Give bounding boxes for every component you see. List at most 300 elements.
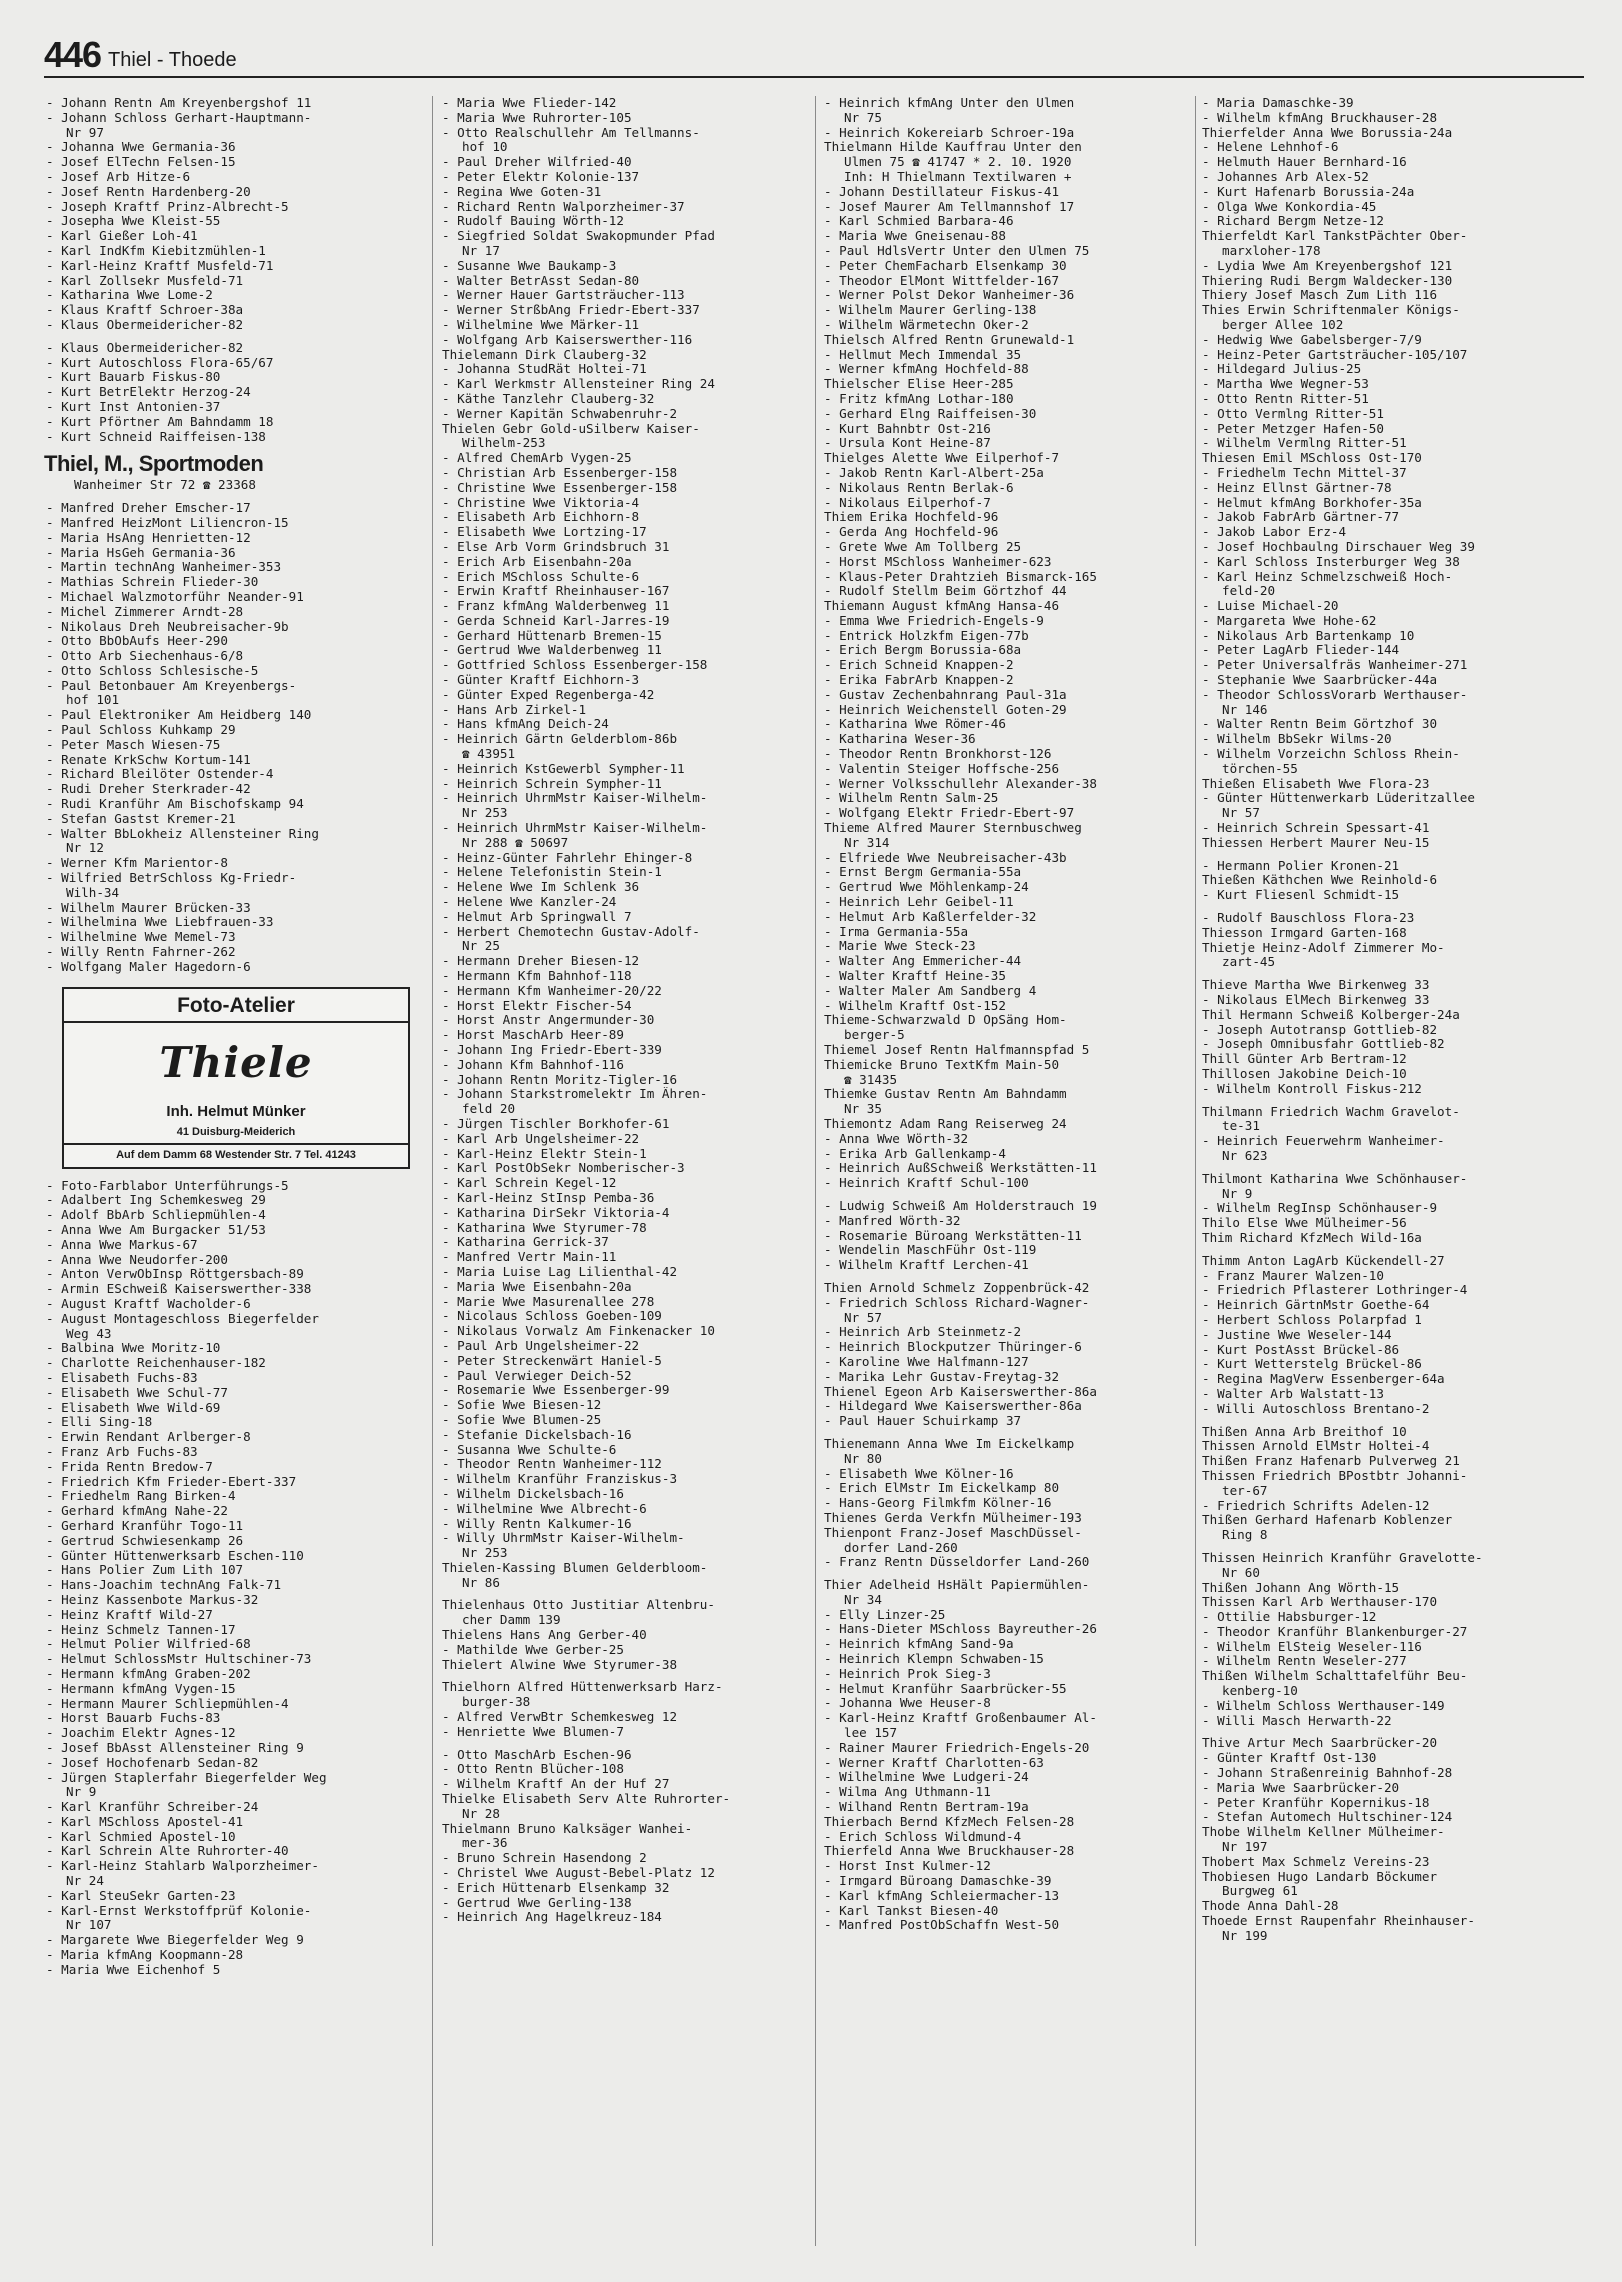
directory-entry: - Karl Schrein Alte Ruhrorter-40 — [46, 1844, 289, 1859]
column-3 — [822, 96, 1197, 2246]
directory-entry: - Horst Elektr Fischer-54 — [442, 998, 632, 1013]
directory-entry: - Maria Wwe Flieder-142 — [442, 96, 617, 110]
directory-entry: - Johanna Wwe Germania-36 — [46, 140, 236, 155]
directory-entry: Thielsch Alfred Rentn Grunewald-1 — [824, 332, 1075, 347]
directory-entry: - Erika FabrArb Knappen-2 — [824, 673, 1014, 688]
directory-entry: - Kurt Autoschloss Flora-65/67 — [46, 355, 274, 370]
directory-entry: - Alfred ChemArb Vygen-25 — [442, 451, 632, 466]
directory-entry: - Josef BbAsst Allensteiner Ring 9 — [46, 1740, 304, 1755]
entry-continuation: Ulmen 75 ☎ 41747 * 2. 10. 1920 — [844, 155, 1072, 170]
directory-entry: - Erwin Rendant Arlberger-8 — [46, 1430, 251, 1445]
directory-entry: - Werner Kapitän Schwabenruhr-2 — [442, 406, 678, 421]
directory-entry: Thobiesen Hugo Landarb Böckumer — [1202, 1869, 1438, 1884]
directory-entry: - Maria Luise Lag Lilienthal-42 — [442, 1264, 678, 1279]
directory-entry: - Renate KrkSchw Kortum-141 — [46, 752, 251, 767]
directory-entry: - Hermann kfmAng Vygen-15 — [46, 1681, 236, 1696]
entry-list — [44, 1179, 424, 1978]
directory-entry: - Marie Wwe Masurenallee 278 — [442, 1294, 655, 1309]
directory-entry: - Nikolaus Vorwalz Am Finkenacker 10 — [442, 1324, 715, 1339]
directory-entry: - Erich Arb Eisenbahn-20a — [442, 554, 632, 569]
directory-entry: - Christel Wwe August-Bebel-Platz 12 — [442, 1866, 715, 1881]
entry-continuation: Nr 75 — [844, 110, 882, 125]
directory-entry: - Heinrich Schrein Sympher-11 — [442, 776, 662, 791]
directory-entry: - Johanna Wwe Heuser-8 — [824, 1696, 991, 1711]
directory-entry: - Kurt Hafenarb Borussia-24a — [1202, 184, 1415, 199]
directory-entry: - Hildegard Wwe Kaiserswerther-86a — [824, 1399, 1082, 1414]
directory-entry: - Jakob FabrArb Gärtner-77 — [1202, 510, 1400, 525]
directory-entry: Thielscher Elise Heer-285 — [824, 377, 1014, 392]
entry-gap — [440, 1672, 810, 1680]
directory-entry: - Hans Polier Zum Lith 107 — [46, 1563, 244, 1578]
directory-entry: - Wendelin MaschFühr Ost-119 — [824, 1243, 1037, 1258]
directory-entry: - Elisabeth Wwe Kölner-16 — [824, 1466, 1014, 1481]
directory-entry: - Maria HsGeh Germania-36 — [46, 545, 236, 560]
directory-entry: - Adalbert Ing Schemkesweg 29 — [46, 1193, 266, 1208]
directory-entry: - Marika Lehr Gustav-Freytag-32 — [824, 1369, 1060, 1384]
directory-entry: - Hans kfmAng Deich-24 — [442, 717, 609, 732]
directory-entry: - Helmut Arb Springwall 7 — [442, 909, 632, 924]
directory-entry: - Wilhelm BbSekr Wilms-20 — [1202, 732, 1392, 747]
directory-entry: - Erich MSchloss Schulte-6 — [442, 569, 640, 584]
page-header — [44, 36, 1584, 78]
directory-entry: - Kurt Bahnbtr Ost-216 — [824, 421, 991, 436]
directory-entry: - Peter ChemFacharb Elsenkamp 30 — [824, 258, 1067, 273]
directory-entry: - Peter Streckenwärt Haniel-5 — [442, 1353, 662, 1368]
directory-entry: - August Montageschloss Biegerfelder — [46, 1311, 319, 1326]
directory-entry: - Elisabeth Wwe Lortzing-17 — [442, 525, 647, 540]
directory-entry: - Peter Metzger Hafen-50 — [1202, 421, 1384, 436]
directory-entry: Thielke Elisabeth Serv Alte Ruhrorter- — [442, 1792, 731, 1807]
entry-continuation: Nr 12 — [66, 841, 104, 856]
directory-entry: Thißen Johann Ang Wörth-15 — [1202, 1580, 1400, 1595]
directory-entry: - Elli Sing-18 — [46, 1415, 153, 1430]
directory-entry: - Alfred VerwBtr Schemkesweg 12 — [442, 1710, 678, 1725]
directory-entry: - Helene Wwe Im Schlenk 36 — [442, 880, 640, 895]
directory-entry: - Kurt PostAsst Brückel-86 — [1202, 1342, 1400, 1357]
directory-entry: - Wilhelm Kranführ Franziskus-3 — [442, 1472, 678, 1487]
directory-entry: - Karl Heinz Schmelzschweiß Hoch- — [1202, 569, 1453, 584]
entry-continuation: dorfer Land-260 — [844, 1540, 958, 1555]
directory-entry: - Mathias Schrein Flieder-30 — [46, 575, 259, 590]
directory-entry: - Wilhelm ElSteig Weseler-116 — [1202, 1639, 1422, 1654]
directory-entry: - Karoline Wwe Halfmann-127 — [824, 1354, 1029, 1369]
entry-continuation: lee 157 — [844, 1726, 898, 1741]
directory-entry: - Erwin Kraftf Rheinhauser-167 — [442, 584, 670, 599]
directory-entry: - Friedhelm Techn Mittel-37 — [1202, 465, 1407, 480]
directory-entry: Thierfeld Anna Wwe Bruckhauser-28 — [824, 1844, 1075, 1859]
directory-entry: - Heinrich Lehr Geibel-11 — [824, 895, 1014, 910]
directory-entry: - Karl Kranführ Schreiber-24 — [46, 1800, 259, 1815]
directory-entry: Thielemann Dirk Clauberg-32 — [442, 347, 647, 362]
entry-continuation: kenberg-10 — [1222, 1684, 1298, 1699]
directory-entry: Thißen Franz Hafenarb Pulverweg 21 — [1202, 1454, 1460, 1469]
entry-gap — [1200, 1728, 1590, 1736]
directory-entry: - Frida Rentn Bredow-7 — [46, 1459, 213, 1474]
directory-entry: - Paul Schloss Kuhkamp 29 — [46, 723, 236, 738]
entry-continuation: Nr 57 — [844, 1310, 882, 1325]
directory-entry: - Jakob Rentn Karl-Albert-25a — [824, 465, 1044, 480]
entry-continuation: Ring 8 — [1222, 1528, 1268, 1543]
directory-entry: - Elly Linzer-25 — [824, 1607, 946, 1622]
firm-heading: Thiel, M., Sportmoden — [44, 451, 264, 477]
directory-entry: - Katharina DirSekr Viktoria-4 — [442, 1205, 670, 1220]
entry-continuation: Nr 9 — [1222, 1186, 1253, 1201]
directory-entry: Thissen Friedrich BPostbtr Johanni- — [1202, 1468, 1468, 1483]
directory-entry: - Manfred Vertr Main-11 — [442, 1250, 617, 1265]
directory-entry: - Josef Arb Hitze-6 — [46, 169, 191, 184]
directory-entry: - Gerda Ang Hochfeld-96 — [824, 525, 999, 540]
directory-entry: - Martha Wwe Wegner-53 — [1202, 377, 1369, 392]
directory-entry: - Emma Wwe Friedrich-Engels-9 — [824, 613, 1044, 628]
entry-gap — [1200, 1246, 1590, 1254]
directory-entry: - Heinrich KstGewerbl Sympher-11 — [442, 761, 685, 776]
directory-entry: - Wilhelm Rentn Weseler-277 — [1202, 1654, 1407, 1669]
directory-entry: - Gerhard Hüttenarb Bremen-15 — [442, 628, 662, 643]
directory-entry: - Ursula Kont Heine-87 — [824, 436, 991, 451]
directory-entry: - Klaus Obermeidericher-82 — [46, 340, 244, 355]
directory-entry: Thielmann Bruno Kalksäger Wanhei- — [442, 1821, 693, 1836]
directory-entry: - Heinrich Weichenstell Goten-29 — [824, 702, 1067, 717]
directory-entry: - Karl Schloss Insterburger Weg 38 — [1202, 554, 1460, 569]
directory-entry: - Otto Arb Siechenhaus-6/8 — [46, 649, 244, 664]
directory-entry: - Ottilie Habsburger-12 — [1202, 1610, 1377, 1625]
entry-gap — [822, 1570, 1197, 1578]
entry-continuation: Nr 197 — [1222, 1840, 1268, 1855]
directory-entry: - Walter Kraftf Heine-35 — [824, 969, 1006, 984]
directory-entry: - Nikolaus Rentn Berlak-6 — [824, 480, 1014, 495]
entry-continuation: Nr 253 — [462, 806, 508, 821]
directory-entry: - Willy Rentn Kalkumer-16 — [442, 1516, 632, 1531]
directory-entry: Thißen Gerhard Hafenarb Koblenzer — [1202, 1513, 1453, 1528]
directory-entry: - Willy UhrmMstr Kaiser-Wilhelm- — [442, 1531, 685, 1546]
directory-entry: - Maria Wwe Eisenbahn-20a — [442, 1279, 632, 1294]
directory-entry: - Wilhelm Maurer Gerling-138 — [824, 303, 1037, 318]
directory-entry: Thilmann Friedrich Wachm Gravelot- — [1202, 1104, 1460, 1119]
directory-entry: - Johann Kfm Bahnhof-116 — [442, 1057, 624, 1072]
directory-entry: Thil Hermann Schweiß Kolberger-24a — [1202, 1007, 1460, 1022]
directory-entry: - Kurt Fliesenl Schmidt-15 — [1202, 888, 1400, 903]
entry-continuation: Inh: H Thielmann Textilwaren + — [844, 169, 1072, 184]
directory-entry: - August Kraftf Wacholder-6 — [46, 1297, 251, 1311]
directory-entry: - Walter Arb Walstatt-13 — [1202, 1386, 1384, 1401]
directory-entry: - Armin ESchweiß Kaiserswerther-338 — [46, 1282, 312, 1297]
directory-entry: - Karl-Heinz Kraftf Großenbaumer Al- — [824, 1711, 1097, 1726]
directory-entry: - Richard Bergm Netze-12 — [1202, 214, 1384, 229]
entry-gap — [440, 1590, 810, 1598]
entry-continuation: feld-20 — [1222, 584, 1276, 599]
directory-entry: Thiemke Gustav Rentn Am Bahndamm — [824, 1087, 1067, 1102]
directory-entry: - Wilhelm Kraftf An der Huf 27 — [442, 1777, 670, 1792]
directory-entry: Thien Arnold Schmelz Zoppenbrück-42 — [824, 1280, 1090, 1295]
directory-entry: - Franz kfmAng Walderbenweg 11 — [442, 599, 670, 614]
directory-entry: - Heinz Schmelz Tannen-17 — [46, 1622, 236, 1637]
directory-entry: - Günter Hüttenwerksarb Eschen-110 — [46, 1548, 304, 1563]
entry-continuation: hof 101 — [66, 693, 120, 708]
directory-entry: - Nikolaus Dreh Neubreisacher-9b — [46, 619, 289, 634]
directory-entry: - Olga Wwe Konkordia-45 — [1202, 199, 1377, 214]
directory-entry: - Manfred HeizMont Liliencron-15 — [46, 515, 289, 530]
directory-entry: - Theodor Rentn Bronkhorst-126 — [824, 747, 1052, 762]
directory-entry: Thiesson Irmgard Garten-168 — [1202, 925, 1407, 940]
directory-entry: - Joachim Elektr Agnes-12 — [46, 1726, 236, 1741]
entry-continuation: Nr 253 — [462, 1546, 508, 1561]
directory-entry: - Joseph Autotransp Gottlieb-82 — [1202, 1022, 1438, 1037]
directory-entry: - Hans-Dieter MSchloss Bayreuther-26 — [824, 1622, 1097, 1637]
directory-entry: Thiemel Josef Rentn Halfmannspfad 5 — [824, 1043, 1090, 1057]
directory-entry: - Susanne Wwe Baukamp-3 — [442, 258, 617, 273]
ad-logo-script: Thiele — [159, 1037, 313, 1087]
directory-entry: - Heinz-Günter Fahrlehr Ehinger-8 — [442, 850, 693, 865]
directory-entry: Thißen Wilhelm Schalttafelführ Beu- — [1202, 1669, 1468, 1684]
directory-entry: - Irmgard Büroang Damaschke-39 — [824, 1874, 1052, 1889]
directory-entry: - Werner Polst Dekor Wanheimer-36 — [824, 288, 1075, 303]
directory-entry: - Katharina Wwe Styrumer-78 — [442, 1220, 647, 1235]
page-number: 446 — [44, 34, 102, 75]
directory-entry: - Peter Elektr Kolonie-137 — [442, 169, 640, 184]
ad-title: Foto-Atelier — [64, 989, 408, 1023]
directory-entry: - Werner kfmAng Hochfeld-88 — [824, 362, 1029, 377]
directory-entry: - Horst Inst Kulmer-12 — [824, 1859, 991, 1874]
directory-entry: - Walter BetrAsst Sedan-80 — [442, 273, 640, 288]
directory-entry: - Friedrich Schrifts Adelen-12 — [1202, 1498, 1430, 1513]
directory-entry: - Heinz-Peter Gartsträucher-105/107 — [1202, 347, 1468, 362]
entry-gap — [822, 1273, 1197, 1281]
directory-entry: - Heinrich Blockputzer Thüringer-6 — [824, 1340, 1082, 1355]
directory-entry: Thillosen Jakobine Deich-10 — [1202, 1067, 1407, 1081]
directory-entry: - Franz Arb Fuchs-83 — [46, 1444, 198, 1459]
directory-entry: - Karl-Heinz StInsp Pemba-36 — [442, 1190, 655, 1205]
directory-entry: - Johann Destillateur Fiskus-41 — [824, 184, 1060, 199]
directory-entry: - Maria Wwe Eichenhof 5 — [46, 1962, 221, 1977]
directory-entry: - Josef Maurer Am Tellmannshof 17 — [824, 199, 1075, 214]
directory-entry: - Günter Kraftf Eichhorn-3 — [442, 673, 640, 688]
directory-entry: - Wilhelm Dickelsbach-16 — [442, 1486, 624, 1501]
directory-entry: - Erich Hüttenarb Elsenkamp 32 — [442, 1880, 670, 1895]
directory-entry: - Karl Schrein Kegel-12 — [442, 1176, 617, 1191]
directory-entry: - Peter Kranführ Kopernikus-18 — [1202, 1795, 1430, 1810]
entry-continuation: berger Allee 102 — [1222, 317, 1344, 332]
directory-entry: - Friedrich Kfm Frieder-Ebert-337 — [46, 1474, 297, 1489]
directory-entry: - Wilhelm Vermlng Ritter-51 — [1202, 436, 1407, 451]
directory-entry: - Karl PostObSekr Nomberischer-3 — [442, 1161, 685, 1176]
directory-entry: - Karl kfmAng Schleiermacher-13 — [824, 1888, 1060, 1903]
directory-entry: - Karl Werkmstr Allensteiner Ring 24 — [442, 377, 715, 392]
directory-entry: Thietje Heinz-Adolf Zimmerer Mo- — [1202, 940, 1445, 955]
directory-entry: - Maria Wwe Ruhrorter-105 — [442, 110, 632, 125]
directory-entry: - Stefanie Dickelsbach-16 — [442, 1427, 632, 1442]
directory-entry: - Karl Tankst Biesen-40 — [824, 1903, 999, 1918]
entry-continuation: Nr 199 — [1222, 1928, 1268, 1943]
directory-entry: - Hans-Joachim technAng Falk-71 — [46, 1578, 282, 1593]
entry-list — [822, 96, 1197, 1933]
directory-entry: - Wilhand Rentn Bertram-19a — [824, 1800, 1029, 1815]
directory-entry: - Friedrich Pflasterer Lothringer-4 — [1202, 1283, 1468, 1298]
directory-entry: - Karl-Ernst Werkstoffprüf Kolonie- — [46, 1903, 312, 1918]
directory-entry: Thoede Ernst Raupenfahr Rheinhauser- — [1202, 1914, 1475, 1929]
directory-entry: - Otto BbObAufs Heer-290 — [46, 634, 228, 649]
directory-entry: - Paul HdlsVertr Unter den Ulmen 75 — [824, 243, 1090, 258]
entry-gap — [1200, 851, 1590, 859]
directory-entry: Thierfelder Anna Wwe Borussia-24a — [1202, 125, 1453, 140]
directory-entry: - Manfred Wörth-32 — [824, 1213, 961, 1228]
directory-entry: - Karl-Heinz Stahlarb Walporzheimer- — [46, 1859, 319, 1874]
directory-entry: - Marie Wwe Steck-23 — [824, 939, 976, 954]
directory-entry: - Helene Telefonistin Stein-1 — [442, 865, 662, 880]
entry-gap — [1200, 1543, 1590, 1551]
directory-entry: Thill Günter Arb Bertram-12 — [1202, 1052, 1407, 1067]
directory-entry: - Stephanie Wwe Saarbrücker-44a — [1202, 673, 1438, 688]
directory-entry: Thiesen Emil MSchloss Ost-170 — [1202, 451, 1422, 466]
directory-entry: - Gustav Zechenbahnrang Paul-31a — [824, 687, 1067, 702]
directory-entry: - Maria Wwe Gneisenau-88 — [824, 229, 1006, 244]
entry-continuation: Nr 86 — [462, 1575, 500, 1590]
column-divider — [432, 96, 433, 2246]
directory-entry: - Wilhelm Vorzeichn Schloss Rhein- — [1202, 747, 1460, 762]
advertisement-box — [62, 987, 410, 1169]
directory-entry: - Joseph Omnibusfahr Gottlieb-82 — [1202, 1037, 1445, 1052]
entry-gap — [1200, 1164, 1590, 1172]
directory-entry: Thimm Anton LagArb Kückendell-27 — [1202, 1253, 1445, 1268]
directory-entry: Thielens Hans Ang Gerber-40 — [442, 1628, 647, 1643]
directory-entry: - Hans-Georg Filmkfm Kölner-16 — [824, 1496, 1052, 1511]
directory-entry: - Hermann Dreher Biesen-12 — [442, 954, 640, 969]
directory-entry: - Karl Schmied Apostel-10 — [46, 1829, 236, 1844]
directory-entry: - Walter Maler Am Sandberg 4 — [824, 983, 1037, 998]
directory-entry: - Gertrud Wwe Möhlenkamp-24 — [824, 880, 1029, 895]
directory-entry: - Margarete Wwe Biegerfelder Weg 9 — [46, 1933, 304, 1948]
firm-address: Wanheimer Str 72 ☎ 23368 — [74, 478, 256, 493]
page-name-range: Thiel - Thoede — [108, 49, 237, 71]
directory-entry: Thilmont Katharina Wwe Schönhauser- — [1202, 1171, 1468, 1186]
directory-entry: - Christine Wwe Viktoria-4 — [442, 495, 640, 510]
directory-entry: - Johann Rentn Moritz-Tigler-16 — [442, 1072, 678, 1087]
directory-entry: Thiemann August kfmAng Hansa-46 — [824, 599, 1060, 614]
directory-entry: - Klaus-Peter Drahtzieh Bismarck-165 — [824, 569, 1097, 584]
directory-entry: - Else Arb Vorm Grindsbruch 31 — [442, 539, 670, 554]
directory-entry: - Maria Damaschke-39 — [1202, 96, 1354, 110]
directory-entry: Thienes Gerda Verkfn Mülheimer-193 — [824, 1510, 1082, 1525]
directory-entry: - Entrick Holzkfm Eigen-77b — [824, 628, 1029, 643]
column-1 — [44, 96, 424, 2246]
directory-entry: - Helmut Polier Wilfried-68 — [46, 1637, 251, 1652]
directory-entry: - Günter Kraftf Ost-130 — [1202, 1751, 1377, 1766]
directory-entry: - Hellmut Mech Immendal 35 — [824, 347, 1022, 362]
directory-entry: - Ludwig Schweiß Am Holderstrauch 19 — [824, 1198, 1097, 1213]
directory-entry: Thielen Gebr Gold-uSilberw Kaiser- — [442, 421, 700, 436]
directory-entry: - Wilfried BetrSchloss Kg-Friedr- — [46, 871, 297, 886]
directory-entry: Thiemicke Bruno TextKfm Main-50 — [824, 1057, 1060, 1072]
entry-continuation: Nr 107 — [66, 1918, 112, 1933]
directory-entry: - Horst Bauarb Fuchs-83 — [46, 1711, 221, 1726]
entry-continuation: feld 20 — [462, 1102, 516, 1117]
directory-entry: Thobe Wilhelm Kellner Mülheimer- — [1202, 1825, 1445, 1840]
directory-entry: - Wilhelm Schloss Werthauser-149 — [1202, 1698, 1445, 1713]
directory-entry: - Wilhelmine Wwe Ludgeri-24 — [824, 1770, 1029, 1785]
directory-entry: - Regina Wwe Goten-31 — [442, 184, 602, 199]
directory-entry: - Maria kfmAng Koopmann-28 — [46, 1948, 244, 1963]
directory-entry: - Franz Rentn Düsseldorfer Land-260 — [824, 1555, 1090, 1570]
directory-entry: - Heinrich Arb Steinmetz-2 — [824, 1325, 1022, 1340]
directory-entry: - Rudi Dreher Sterkrader-42 — [46, 782, 251, 797]
directory-entry: - Luise Michael-20 — [1202, 599, 1339, 614]
directory-entry: - Heinrich Kokereiarb Schroer-19a — [824, 125, 1075, 140]
directory-entry: - Mathilde Wwe Gerber-25 — [442, 1642, 624, 1657]
ad-owner: Inh. Helmut Münker — [166, 1102, 306, 1120]
directory-entry: - Heinz Kraftf Wild-27 — [46, 1607, 213, 1622]
entry-continuation: Wilhelm-253 — [462, 436, 546, 451]
directory-entry: - Josepha Wwe Kleist-55 — [46, 214, 221, 229]
directory-entry: - Otto Rentn Ritter-51 — [1202, 391, 1369, 406]
entry-continuation: Wilh-34 — [66, 885, 120, 900]
directory-entry: - Grete Wwe Am Tollberg 25 — [824, 539, 1022, 554]
directory-entry: - Sofie Wwe Blumen-25 — [442, 1412, 602, 1427]
directory-entry: - Rudolf Bauschloss Flora-23 — [1202, 911, 1415, 926]
directory-entry: - Otto Schloss Schlesische-5 — [46, 663, 259, 678]
directory-entry: - Michael Walzmotorführ Neander-91 — [46, 589, 304, 604]
directory-entry: - Karl Zollsekr Musfeld-71 — [46, 273, 244, 288]
directory-entry: - Willy Rentn Fahrner-262 — [46, 945, 236, 960]
directory-entry: - Josef ElTechn Felsen-15 — [46, 155, 236, 170]
directory-entry: - Kurt Wetterstelg Brückel-86 — [1202, 1357, 1422, 1372]
directory-entry: - Charlotte Reichenhauser-182 — [46, 1356, 266, 1371]
directory-entry: - Hildegard Julius-25 — [1202, 362, 1362, 377]
directory-entry: - Josef Rentn Hardenberg-20 — [46, 184, 251, 199]
directory-entry: - Wilhelm Maurer Brücken-33 — [46, 900, 251, 915]
column-2 — [440, 96, 810, 2246]
directory-entry: - Gottfried Schloss Essenberger-158 — [442, 658, 708, 673]
directory-entry: - Peter Universalfräs Wanheimer-271 — [1202, 658, 1468, 673]
entry-list — [44, 501, 424, 975]
directory-entry: - Karl Gießer Loh-41 — [46, 229, 198, 244]
directory-entry: - Gertrud Wwe Gerling-138 — [442, 1895, 632, 1910]
entry-continuation: ter-67 — [1222, 1483, 1268, 1498]
directory-entry: - Kurt BetrElektr Herzog-24 — [46, 385, 251, 400]
directory-entry: - Kurt Inst Antonien-37 — [46, 399, 221, 414]
directory-entry: - Henriette Wwe Blumen-7 — [442, 1724, 624, 1739]
directory-entry: - Paul Betonbauer Am Kreyenbergs- — [46, 678, 297, 693]
entry-gap — [440, 1740, 810, 1748]
directory-entry: - Karl Schmied Barbara-46 — [824, 214, 1014, 229]
directory-entry: Thielhorn Alfred Hüttenwerksarb Harz- — [442, 1680, 723, 1695]
directory-entry: - Christian Arb Essenberger-158 — [442, 465, 678, 480]
entry-continuation: Nr 28 — [462, 1806, 500, 1821]
directory-entry: - Heinrich kfmAng Unter den Ulmen — [824, 96, 1075, 110]
directory-entry: Thies Erwin Schriftenmaler Königs- — [1202, 303, 1460, 318]
directory-entry: - Johanna StudRät Holtei-71 — [442, 362, 647, 377]
directory-entry: - Foto-Farblabor Unterführungs-5 — [46, 1178, 289, 1193]
directory-entry: Thienpont Franz-Josef MaschDüssel- — [824, 1525, 1082, 1540]
directory-entry: - Bruno Schrein Hasendong 2 — [442, 1851, 647, 1866]
directory-entry: - Horst MaschArb Heer-89 — [442, 1028, 624, 1043]
directory-entry: - Herbert Schloss Polarpfad 1 — [1202, 1312, 1422, 1327]
directory-entry: - Wilhelm Kontroll Fiskus-212 — [1202, 1081, 1422, 1096]
directory-entry: - Josef Hochofenarb Sedan-82 — [46, 1755, 259, 1770]
directory-entry: - Heinrich Ang Hagelkreuz-184 — [442, 1910, 662, 1925]
directory-entry: Thissen Karl Arb Werthauser-170 — [1202, 1595, 1438, 1610]
directory-entry: - Wilhelmine Wwe Memel-73 — [46, 930, 236, 945]
directory-entry: - Richard Bleilöter Ostender-4 — [46, 767, 274, 782]
directory-entry: Thissen Arnold ElMstr Holtei-4 — [1202, 1439, 1430, 1454]
entry-gap — [1200, 903, 1590, 911]
directory-entry: - Richard Rentn Walporzheimer-37 — [442, 199, 685, 214]
directory-entry: - Johann Ing Friedr-Ebert-339 — [442, 1043, 662, 1057]
directory-entry: - Helmut Arb Kaßlerfelder-32 — [824, 909, 1037, 924]
directory-entry: Thieme Alfred Maurer Sternbuschweg — [824, 821, 1082, 836]
directory-entry: Thissen Heinrich Kranführ Gravelotte- — [1202, 1550, 1483, 1565]
directory-entry: - Werner Volksschullehr Alexander-38 — [824, 776, 1097, 791]
directory-entry: - Theodor Kranführ Blankenburger-27 — [1202, 1624, 1468, 1639]
directory-entry: - Irma Germania-55a — [824, 924, 969, 939]
